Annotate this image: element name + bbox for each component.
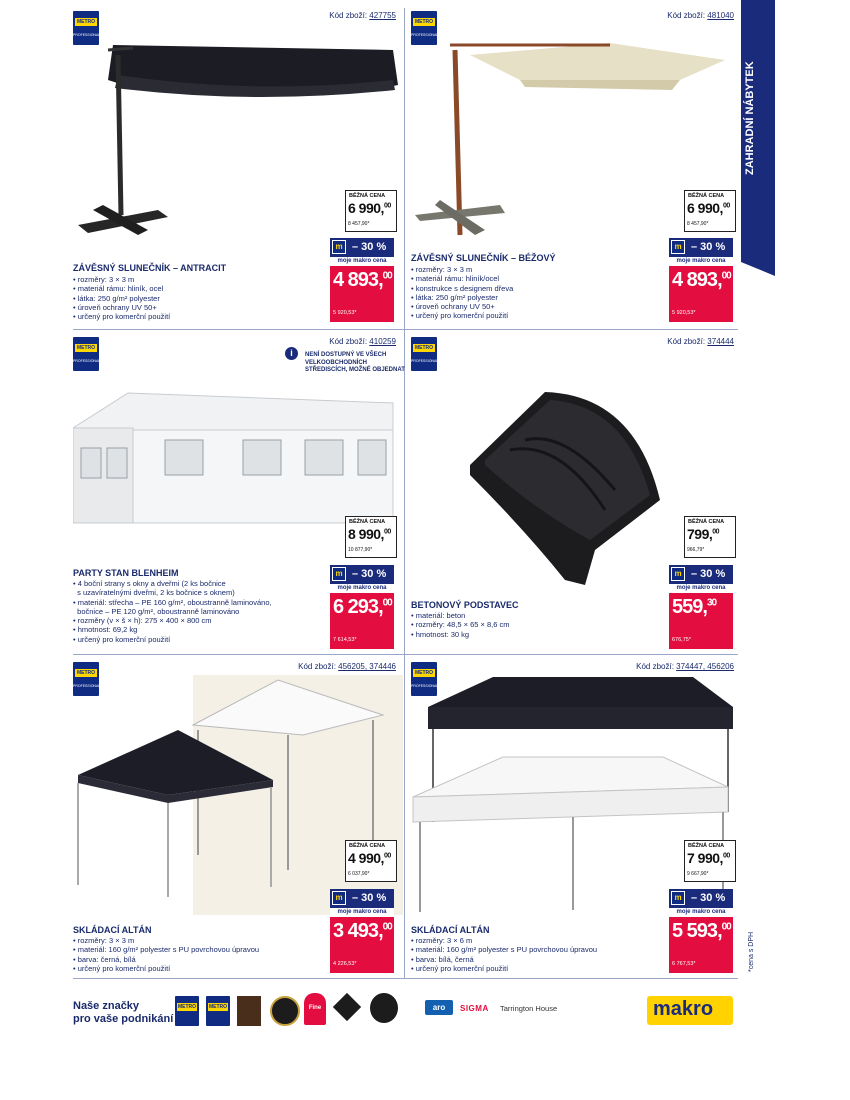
- sigma-logo: SIGMA: [460, 1004, 489, 1013]
- brands-title: Naše značky pro vaše podnikání: [73, 1000, 174, 1025]
- product-name: ZÁVĚSNÝ SLUNEČNÍK – BÉŽOVÝ: [411, 253, 556, 263]
- product-image-concrete-base: [465, 380, 665, 590]
- metro-professional-logo: METRO PROFESSIONAL: [73, 337, 99, 371]
- product-name: PARTY STAN BLENHEIM: [73, 568, 179, 578]
- horeca-select-logo: [270, 996, 300, 1026]
- metro-professional-logo: METRO PROFESSIONAL: [73, 11, 99, 45]
- regular-price-box: BĚŽNÁ CENA 8 990,00 10 877,90*: [345, 516, 397, 558]
- regular-price-box: BĚŽNÁ CENA 7 990,00 9 667,90*: [684, 840, 736, 882]
- rioba-logo: [333, 993, 361, 1021]
- metro-professional-logo: METRO PROFESSIONAL: [73, 662, 99, 696]
- makro-logo: makro: [647, 996, 733, 1025]
- moje-makro-icon: m: [671, 567, 685, 581]
- product-name: BETONOVÝ PODSTAVEC: [411, 600, 519, 610]
- moje-makro-icon: m: [671, 240, 685, 254]
- product-image-party-tent: [73, 388, 398, 528]
- sale-price-box: m – 30 % moje makro cena 4 893,00 5 920,53*: [669, 238, 733, 322]
- grape-brand-logo: [370, 993, 398, 1023]
- product-name: SKLÁDACÍ ALTÁN: [411, 925, 490, 935]
- product-features: • rozměry: 3 × 3 m • materiál rámu: hliník/ocel • konstrukce s designem dřeva • látka: 250 g/m² polyester • úroveň ochrany UV 50+ • určený pro komerční použití: [411, 265, 513, 321]
- product-code: Kód zboží: 481040: [667, 11, 734, 20]
- product-features: • rozměry: 3 × 3 m • materiál rámu: hliník, ocel • látka: 250 g/m² polyester • úroveň ochrany UV 50+ • určený pro komerční použití: [73, 275, 170, 321]
- section-tab-tip: [741, 262, 775, 276]
- moje-makro-icon: m: [332, 240, 346, 254]
- sale-price-box: m – 30 % moje makro cena 5 593,00 6 767,53*: [669, 889, 733, 973]
- availability-notice: NENÍ DOSTUPNÝ VE VŠECH VELKOOBCHODNÍCH STŘEDISCÍCH, MOŽNÉ OBJEDNAT: [305, 352, 405, 373]
- section-tab: [741, 0, 775, 262]
- regular-price-box: BĚŽNÁ CENA 6 990,00 8 457,90*: [684, 190, 736, 232]
- divider-row3: [73, 978, 738, 979]
- product-code: Kód zboží: 410259: [329, 337, 396, 346]
- fine-life-logo: Fine Life: [304, 993, 326, 1025]
- product-features: • 4 boční strany s okny a dveřmi (2 ks bočnice s uzavíratelnými dveřmi, 2 ks bočnice s oknem) • materiál: střecha – PE 160 g/m², oboustranně laminováno, bočnice – PE 120 g/m², oboustranně laminováno • rozměry (v × š × h): 275 × 400 × 800 cm • hmotnost: 69,2 kg • určený pro komerční použití: [73, 579, 272, 644]
- metro-professional-logo: METRO: [206, 996, 230, 1026]
- metro-professional-logo: METRO PROFESSIONAL: [411, 337, 437, 371]
- moje-makro-icon: m: [332, 567, 346, 581]
- sale-price-box: m – 30 % moje makro cena 559,30 676,75*: [669, 565, 733, 649]
- product-name: SKLÁDACÍ ALTÁN: [73, 925, 152, 935]
- metro-premium-logo: [237, 996, 261, 1026]
- sale-price-box: m – 30 % moje makro cena 4 893,00 5 920,53*: [330, 238, 394, 322]
- moje-makro-icon: m: [671, 891, 685, 905]
- product-code: Kód zboží: 427755: [329, 11, 396, 20]
- metro-professional-logo: METRO PROFESSIONAL: [411, 11, 437, 45]
- product-code: Kód zboží: 374444: [667, 337, 734, 346]
- aro-logo: aro: [425, 1000, 453, 1015]
- regular-price-box: BĚŽNÁ CENA 799,00 966,79*: [684, 516, 736, 558]
- product-code: Kód zboží: 374447, 456206: [636, 662, 734, 671]
- divider-row2: [73, 654, 738, 655]
- divider-col: [404, 8, 405, 978]
- product-features: • rozměry: 3 × 6 m • materiál: 160 g/m² polyester s PU povrchovou úpravou • barva: bílá, černá • určený pro komerční použití: [411, 936, 597, 973]
- tarrington-house-logo: Tarrington House: [500, 1004, 558, 1013]
- moje-makro-icon: m: [332, 891, 346, 905]
- product-code: Kód zboží: 456205, 374446: [298, 662, 396, 671]
- metro-professional-logo: METRO PROFESSIONAL: [411, 662, 437, 696]
- section-title: ZAHRADNÍ NÁBYTEK: [744, 61, 756, 175]
- divider-row1: [73, 329, 738, 330]
- metro-chef-logo: METRO: [175, 996, 199, 1026]
- regular-price-box: BĚŽNÁ CENA 4 990,00 6 037,90*: [345, 840, 397, 882]
- sale-price-box: m – 30 % moje makro cena 3 493,00 4 226,53*: [330, 889, 394, 973]
- vat-note: *cena s DPH: [748, 931, 755, 972]
- product-name: ZÁVĚSNÝ SLUNEČNÍK – ANTRACIT: [73, 263, 227, 273]
- product-features: • materiál: beton • rozměry: 48,5 × 65 × 8,6 cm • hmotnost: 30 kg: [411, 611, 510, 639]
- regular-price-box: BĚŽNÁ CENA 6 990,00 8 457,90*: [345, 190, 397, 232]
- product-features: • rozměry: 3 × 3 m • materiál: 160 g/m² polyester s PU povrchovou úpravou • barva: černá, bílá • určený pro komerční použití: [73, 936, 259, 973]
- product-image-folding-gazebo-3x6: [408, 672, 738, 922]
- info-icon: i: [285, 347, 298, 360]
- sale-price-box: m – 30 % moje makro cena 6 293,00 7 614,53*: [330, 565, 394, 649]
